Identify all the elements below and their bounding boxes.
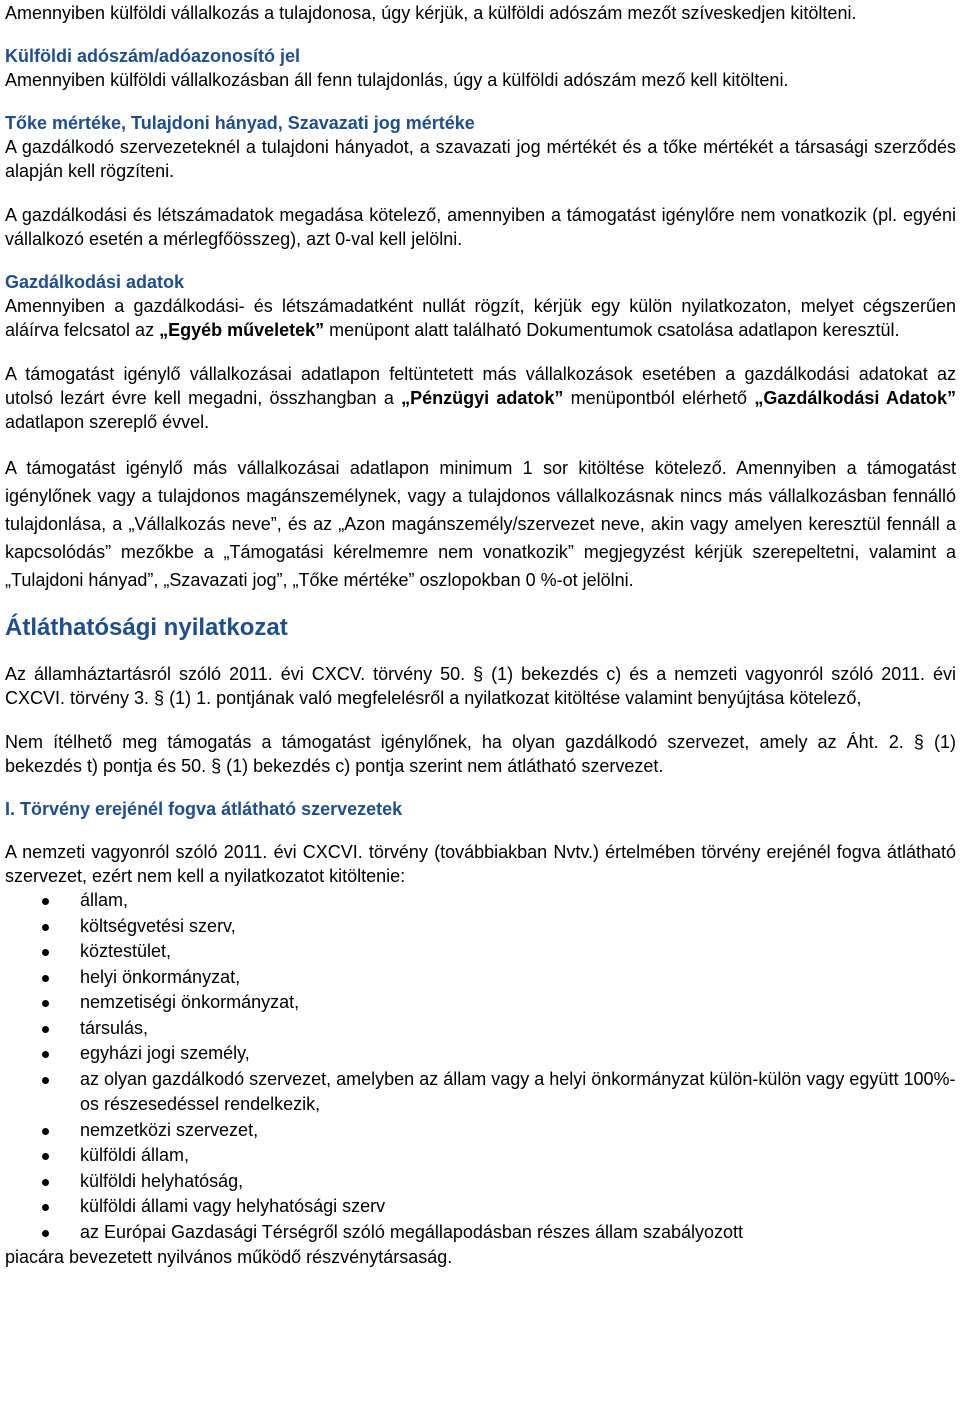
- business-data-paragraph: [5, 294, 956, 342]
- bullet-dot-icon: [42, 949, 49, 956]
- list-item: [5, 939, 956, 965]
- other-companies-text-2: menüpontból elérhető: [563, 388, 755, 408]
- transparency-paragraph-1: Az államháztartásról szóló 2011. évi CXCV. törvény 50. § (1) bekezdés c) és a nemzeti vagyonról szóló 2011. évi CXCVI. törvény 3. § (1) 1. pontjának való megfelelésről a nyilatkozat kitöltése valamint benyújtása kötelező,: [5, 664, 956, 708]
- bullet-dot-icon: [42, 1179, 49, 1186]
- list-item: [5, 990, 956, 1016]
- transparency-paragraph-2: Nem ítélhető meg támogatás a támogatást igénylőnek, ha olyan gazdálkodó szervezet, amely az Áht. 2. § (1) bekezdés t) pontja és 50. § (1) bekezdés c) pontja szerint nem átlátható szervezet.: [5, 732, 956, 776]
- bullet-dot-icon: [42, 1204, 49, 1211]
- list-item: [5, 1220, 956, 1246]
- list-item-text: állam,: [80, 890, 129, 910]
- list-item: [5, 1016, 956, 1042]
- list-item-text: külföldi állami vagy helyhatósági szerv: [80, 1196, 386, 1216]
- other-companies-bold-2: „Gazdálkodási Adatok”: [754, 388, 956, 408]
- bullet-dot-icon: [42, 975, 49, 982]
- list-item-text: külföldi állam,: [80, 1145, 190, 1165]
- business-data-heading: Gazdálkodási adatok: [5, 272, 185, 292]
- list-item-text: köztestület,: [80, 941, 172, 961]
- bullet-dot-icon: [42, 1051, 49, 1058]
- transparent-organizations-list: [5, 888, 956, 1220]
- min-row-paragraph: A támogatást igénylő más vállalkozásai adatlapon minimum 1 sor kitöltése kötelező. Amennyiben a támogatást igénylőnek vagy a tulajdonos magánszemélynek, vagy a tulajdonos vállalkozásnak nincs más vállalkozásban fennálló tulajdonlása, a „Vállalkozás neve”, és az „Azon magánszemély/szervezet neve, akin vagy amelyen keresztül fennáll a kapcsolódás” mezőkbe a „Támogatási kérelmemre nem vonatkozik” megjegyzést kérjük szerepeltetni, valamint a „Tulajdoni hányad”, „Szavazati jog”, „Tőke mértéke” oszlopokban 0 %-ot jelölni.: [5, 458, 956, 590]
- mandatory-paragraph: A gazdálkodási és létszámadatok megadása kötelező, amennyiben a támogatást igénylőre nem vonatkozik (pl. egyéni vállalkozó esetén a mérlegfőösszeg), azt 0-val kell jelölni.: [5, 205, 956, 249]
- bullet-dot-icon: [42, 1153, 49, 1160]
- bullet-dot-icon: [42, 1026, 49, 1033]
- list-item: [5, 914, 956, 940]
- last-list-item-continuation: piacára bevezetett nyilvános működő részvénytársaság.: [5, 1247, 453, 1267]
- list-item-text: költségvetési szerv,: [80, 915, 236, 936]
- business-data-bold-term: „Egyéb műveletek”: [159, 320, 325, 340]
- foreign-tax-heading: Külföldi adószám/adóazonosító jel: [5, 46, 301, 66]
- list-item: [5, 1041, 956, 1067]
- bullet-dot-icon: [42, 1077, 49, 1084]
- list-item-text: társulás,: [80, 1017, 149, 1038]
- bullet-dot-icon: [42, 1128, 49, 1135]
- list-item: [5, 1118, 956, 1144]
- ownership-paragraph: A gazdálkodó szervezeteknél a tulajdoni hányadot, a szavazati jog mértékét és a tőke mértékét a társasági szerződés alapján kell rögzíteni.: [5, 137, 956, 181]
- list-item: [5, 888, 956, 914]
- section-1-heading: I. Törvény erejénél fogva átlátható szervezetek: [5, 799, 403, 819]
- list-item-text: nemzetközi szervezet,: [80, 1119, 259, 1140]
- list-item: [5, 1143, 956, 1169]
- list-item: [5, 965, 956, 991]
- list-item-text: az olyan gazdálkodó szervezet, amelyben az állam vagy a helyi önkormányzat külön-külön vagy együtt 100%-os részesedéssel rendelkezik,: [80, 1068, 956, 1114]
- list-item-text: az Európai Gazdasági Térségről szóló megállapodásban részes állam szabályozott: [80, 1221, 744, 1242]
- list-item-text: nemzetiségi önkormányzat,: [80, 992, 300, 1012]
- list-item-text: egyházi jogi személy,: [80, 1043, 250, 1063]
- bullet-dot-icon: [42, 1230, 49, 1237]
- business-data-text-before: Amennyiben a gazdálkodási- és létszámadatként nullát rögzít, kérjük egy külön nyilatkozaton, melyet cégszerűen aláírva felcsatol az: [5, 296, 956, 340]
- intro-paragraph: Amennyiben külföldi vállalkozás a tulajdonosa, úgy kérjük, a külföldi adószám mezőt szíveskedjen kitölteni.: [5, 3, 857, 23]
- bullet-dot-icon: [42, 1000, 49, 1007]
- foreign-tax-paragraph: Amennyiben külföldi vállalkozásban áll fenn tulajdonlás, úgy a külföldi adószám mező kell kitölteni.: [5, 70, 789, 90]
- list-item: [5, 1067, 956, 1118]
- other-companies-text-3: adatlapon szereplő évvel.: [5, 412, 210, 432]
- other-companies-paragraph: [5, 362, 956, 434]
- last-list-item-wrapper: [5, 1220, 956, 1246]
- document-page: [5, 0, 956, 1269]
- business-data-text-after: menüpont alatt található Dokumentumok csatolása adatlapon keresztül.: [324, 320, 900, 340]
- list-item-text: helyi önkormányzat,: [80, 966, 241, 987]
- other-companies-text-1: A támogatást igénylő vállalkozásai adatlapon feltüntetett más vállalkozások esetében a gazdálkodási adatokat az utolsó lezárt évre kell megadni, összhangban a: [5, 364, 956, 408]
- section-1-paragraph: A nemzeti vagyonról szóló 2011. évi CXCVI. törvény (továbbiakban Nvtv.) értelmében törvény erejénél fogva átlátható szervezet, ezért nem kell a nyilatkozatot kitöltenie:: [5, 842, 956, 886]
- bullet-dot-icon: [42, 924, 49, 931]
- list-item: [5, 1169, 956, 1195]
- bullet-dot-icon: [42, 898, 49, 905]
- list-item-text: külföldi helyhatóság,: [80, 1170, 244, 1191]
- other-companies-bold-1: „Pénzügyi adatok”: [401, 388, 564, 408]
- transparency-heading: Átláthatósági nyilatkozat: [5, 614, 288, 641]
- list-item: [5, 1194, 956, 1220]
- ownership-heading: Tőke mértéke, Tulajdoni hányad, Szavazati jog mértéke: [5, 113, 475, 133]
